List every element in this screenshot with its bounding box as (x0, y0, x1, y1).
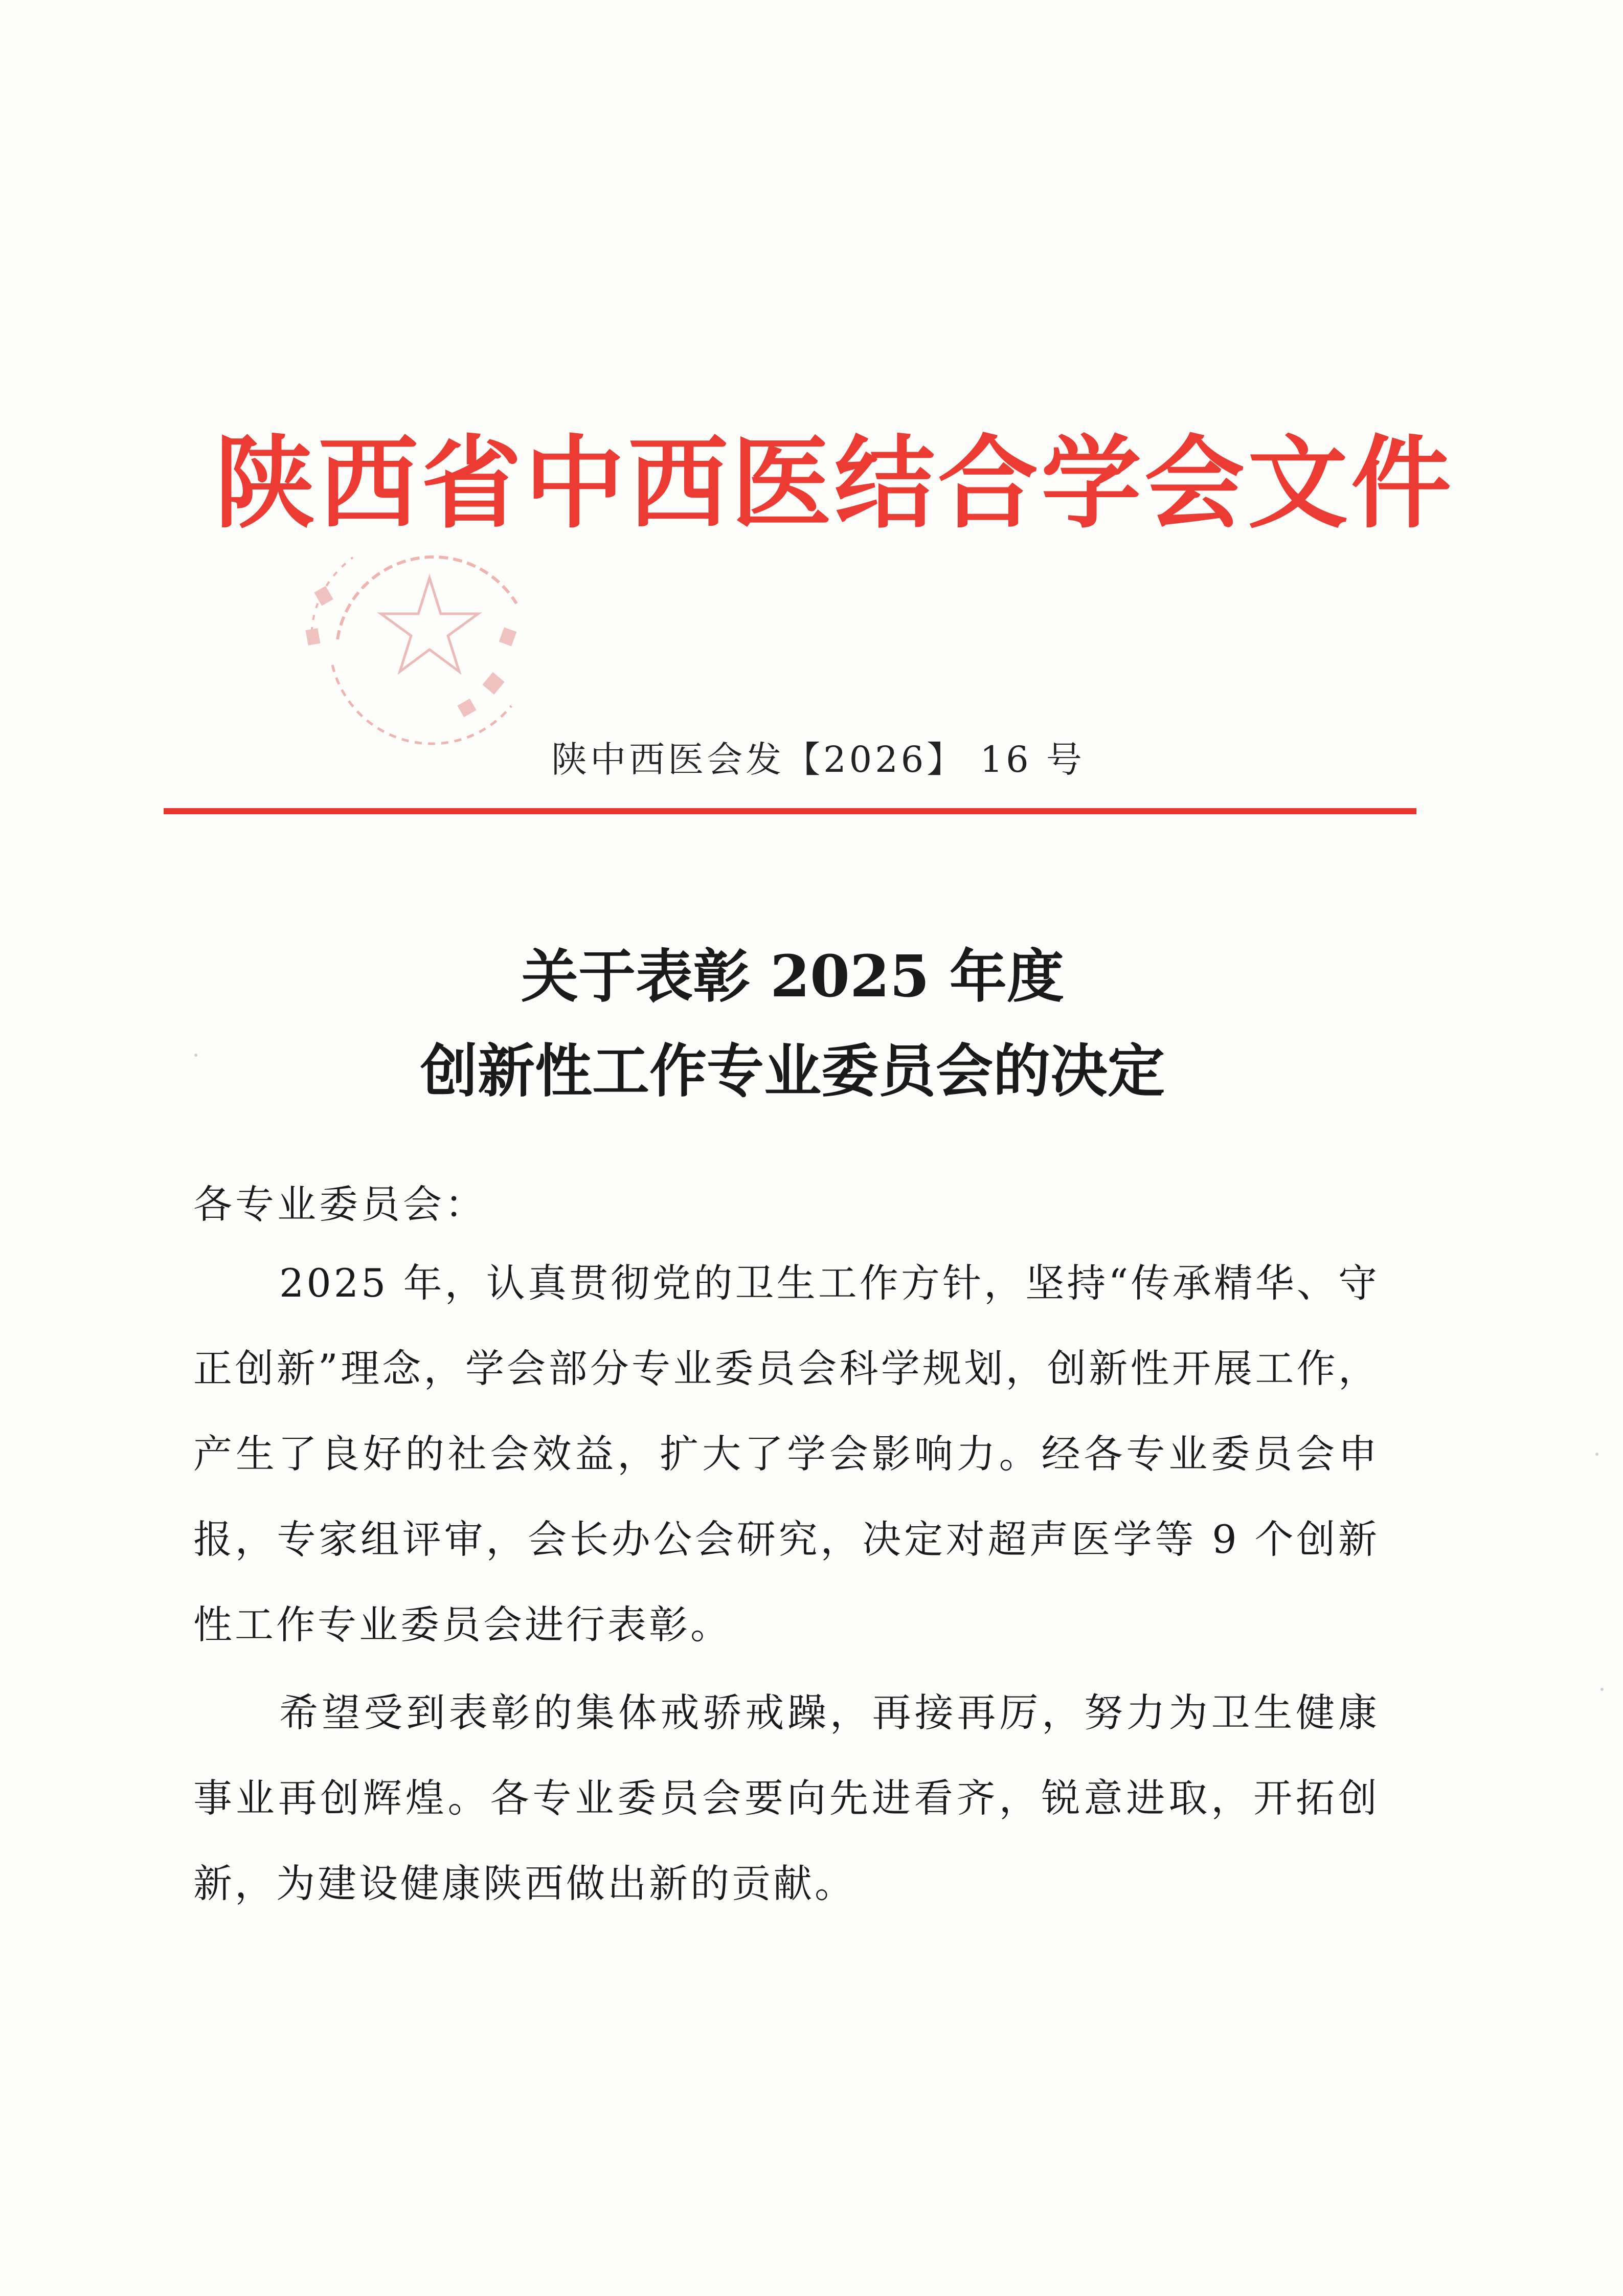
red-divider-rule (164, 808, 1416, 814)
scan-speck (194, 1054, 197, 1057)
body-paragraph-2: 希望受到表彰的集体戒骄戒躁，再接再厉，努力为卫生健康事业再创辉煌。各专业委员会要向先进看齐，锐意进取，开拓创新，为建设健康陕西做出新的贡献。 (193, 1690, 1380, 1906)
document-title-line-1: 关于表彰 2025 年度 (521, 943, 1064, 1010)
document-number: 陕中西医会发【2026】 16 号 (551, 739, 1085, 781)
salutation: 各专业委员会： (193, 1182, 487, 1227)
scan-speck (1595, 1453, 1598, 1456)
issuer-masthead: 陕西省中西医结合学会文件 (215, 425, 1455, 542)
body-paragraph-1: 2025 年，认真贯彻党的卫生工作方针，坚持“传承精华、守正创新”理念，学会部分专业委员会科学规划，创新性开展工作，产生了良好的社会效益，扩大了学会影响力。经各专业委员会申报，专家组评审，会长办公会研究，决定对超声医学等 9 个创新性工作专业委员会进行表彰。 (193, 1260, 1380, 1647)
document-title-line-2: 创新性工作专业委员会的决定 (420, 1038, 1165, 1105)
scan-speck (1601, 1688, 1604, 1691)
